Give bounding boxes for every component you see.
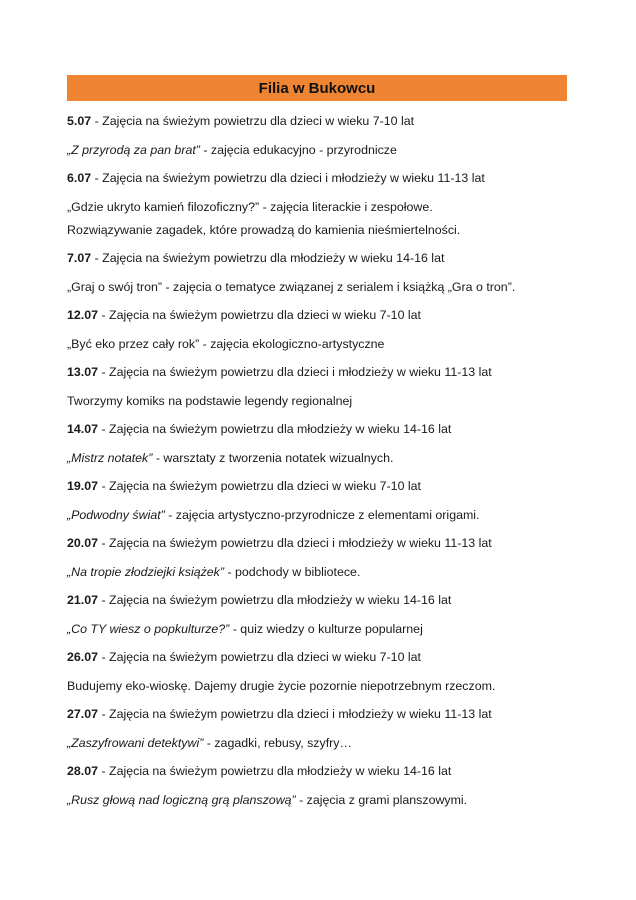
event-description: - zajęcia artystyczno-przyrodnicze z elementami origami. [164,507,480,522]
event-line [67,280,587,295]
schedule-entry [67,251,587,308]
activity-text: - Zajęcia na świeżym powietrzu dla dzieci w wieku 7-10 lat [91,114,415,128]
event-title: „Co TY wiesz o popkulturze?” [67,621,230,636]
activity-text: - Zajęcia na świeżym powietrzu dla dzieci w wieku 7-10 lat [98,479,421,493]
event-description: - zajęcia z grami planszowymi. [295,792,468,807]
activity-text: - Zajęcia na świeżym powietrzu dla dzieci w wieku 7-10 lat [98,650,421,664]
activity-text: - Zajęcia na świeżym powietrzu dla dzieci i młodzieży w wieku 11-13 lat [91,171,485,185]
entry-date: 14.07 [67,422,99,436]
event-title: „Rusz głową nad logiczną grą planszową” [67,792,296,807]
entry-date: 19.07 [67,479,99,493]
activity-text: - Zajęcia na świeżym powietrzu dla dzieci w wieku 7-10 lat [98,308,421,322]
schedule-entry [67,308,587,365]
activity-line [67,707,587,722]
entry-date: 5.07 [67,114,92,128]
activity-text: - Zajęcia na świeżym powietrzu dla dzieci i młodzieży w wieku 11-13 lat [98,707,492,721]
event-description: - warsztaty z tworzenia notatek wizualnych. [152,450,394,465]
event-line [67,337,587,352]
event-description: - podchody w bibliotece. [224,564,361,579]
activity-line [67,593,587,608]
activity-text: - Zajęcia na świeżym powietrzu dla młodzieży w wieku 14-16 lat [98,764,452,778]
event-line [67,622,587,637]
page-title: Filia w Bukowcu [258,79,376,97]
event-line [67,200,587,215]
header-banner [67,75,567,101]
event-description: „Gdzie ukryto kamień filozoficzny?” - zajęcia literackie i zespołowe. [67,199,433,214]
entry-date: 20.07 [67,536,99,550]
entry-date: 26.07 [67,650,99,664]
event-description: Tworzymy komiks na podstawie legendy regionalnej [67,393,353,408]
schedule-list [67,114,587,808]
event-title: „Mistrz notatek” [67,450,153,465]
activity-line [67,764,587,779]
entry-date: 12.07 [67,308,99,322]
event-line [67,736,587,751]
event-description: „Graj o swój tron” - zajęcia o tematyce związanej z serialem i książką „Gra o tron”. [67,279,516,294]
schedule-entry [67,593,587,650]
event-line [67,394,587,409]
activity-line [67,650,587,665]
event-description: - quiz wiedzy o kulturze popularnej [229,621,423,636]
schedule-entry [67,365,587,422]
schedule-entry [67,422,587,479]
schedule-entry [67,536,587,593]
event-description: - zagadki, rebusy, szyfry… [203,735,352,750]
event-description: „Być eko przez cały rok” - zajęcia ekologiczno-artystyczne [67,336,385,351]
activity-line [67,479,587,494]
activity-line [67,114,587,129]
event-line [67,143,587,158]
event-title: „Z przyrodą za pan brat” [67,142,200,157]
activity-line [67,536,587,551]
activity-text: - Zajęcia na świeżym powietrzu dla dzieci i młodzieży w wieku 11-13 lat [98,536,492,550]
event-description: Budujemy eko-wioskę. Dajemy drugie życie pozornie niepotrzebnym rzeczom. [67,678,496,693]
activity-line [67,171,587,186]
entry-date: 21.07 [67,593,99,607]
event-title: „Na tropie złodziejki książek” [67,564,225,579]
event-line [67,508,587,523]
schedule-entry [67,114,587,171]
event-title: „Podwodny świat” [67,507,165,522]
activity-line [67,251,587,266]
event-line [67,793,587,808]
activity-text: - Zajęcia na świeżym powietrzu dla dzieci i młodzieży w wieku 11-13 lat [98,365,492,379]
schedule-entry [67,171,587,251]
event-description: - zajęcia edukacyjno - przyrodnicze [199,142,397,157]
activity-line [67,422,587,437]
entry-date: 13.07 [67,365,99,379]
event-description-continued: Rozwiązywanie zagadek, które prowadzą do kamienia nieśmiertelności. [67,222,461,237]
schedule-entry [67,479,587,536]
entry-date: 7.07 [67,251,92,265]
activity-text: - Zajęcia na świeżym powietrzu dla młodzieży w wieku 14-16 lat [98,422,452,436]
event-line [67,679,587,694]
entry-date: 28.07 [67,764,99,778]
schedule-entry [67,650,587,707]
activity-text: - Zajęcia na świeżym powietrzu dla młodzieży w wieku 14-16 lat [98,593,452,607]
activity-line [67,308,587,323]
schedule-entry [67,707,587,764]
entry-date: 6.07 [67,171,92,185]
event-line [67,565,587,580]
activity-line [67,365,587,380]
event-title: „Zaszyfrowani detektywi” [67,735,204,750]
schedule-entry [67,764,587,808]
activity-text: - Zajęcia na świeżym powietrzu dla młodzieży w wieku 14-16 lat [91,251,445,265]
entry-date: 27.07 [67,707,99,721]
event-line [67,451,587,466]
